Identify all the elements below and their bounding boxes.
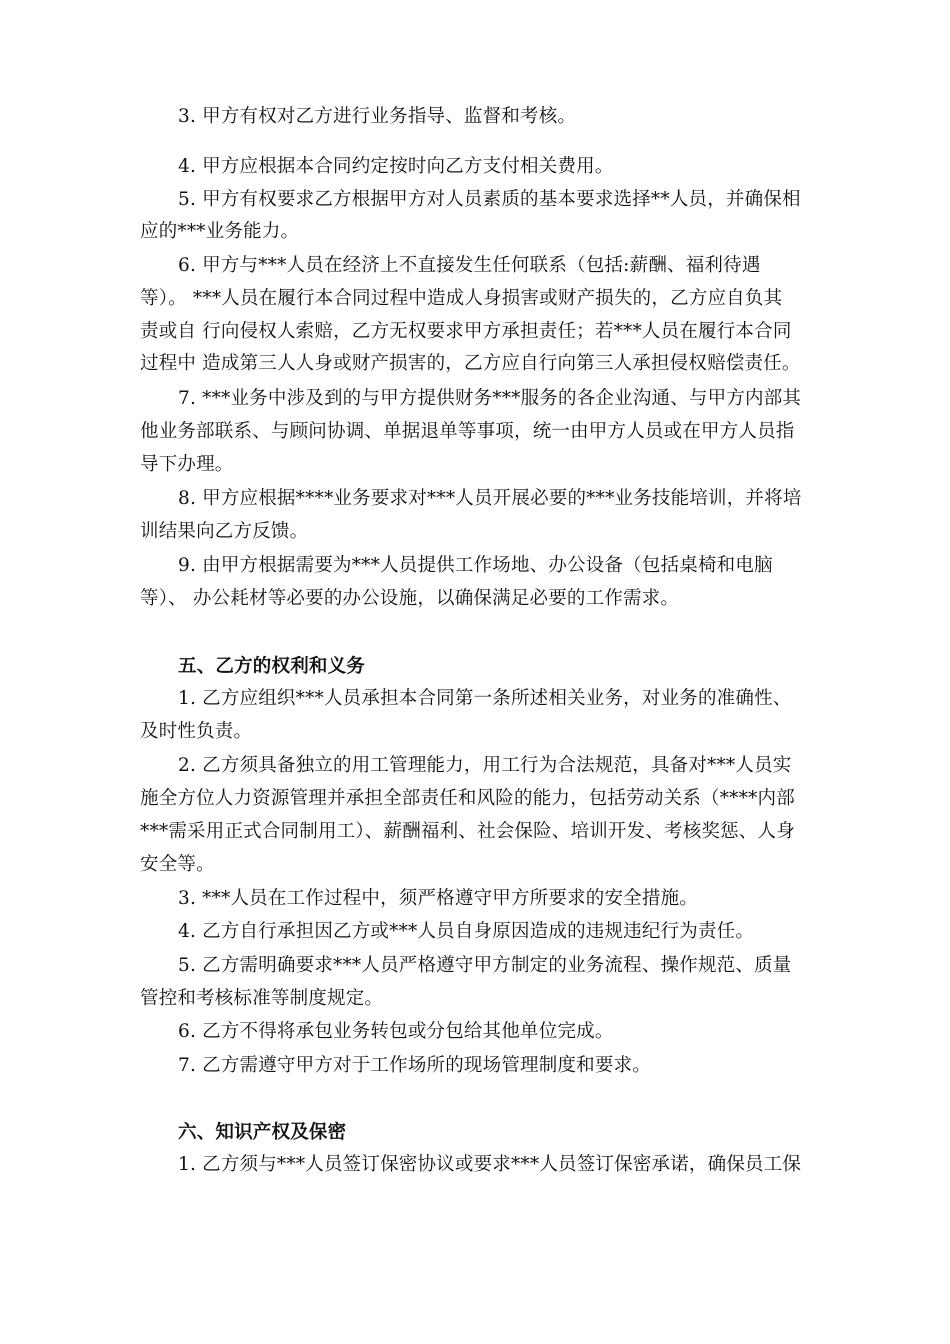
clause-a9-line2: 等）、 办公耗材等必要的办公设施，以确保满足必要的工作需求。 xyxy=(140,588,680,609)
clause-b4: 4. 乙方自行承担因乙方或***人员自身原因造成的违规违纪行为责任。 xyxy=(178,921,755,942)
clause-b6: 6. 乙方不得将承包业务转包或分包给其他单位完成。 xyxy=(178,1021,614,1042)
clause-b5-line1: 5. 乙方需明确要求***人员严格遵守甲方制定的业务流程、操作规范、质量 xyxy=(178,955,792,976)
clause-b1-line2: 及时性负责。 xyxy=(140,721,253,742)
clause-a3: 3. 甲方有权对乙方进行业务指导、监督和考核。 xyxy=(178,106,577,127)
clause-b7: 7. 乙方需遵守甲方对于工作场所的现场管理制度和要求。 xyxy=(178,1055,651,1076)
clause-a5-line1: 5. 甲方有权要求乙方根据甲方对人员素质的基本要求选择**人员，并确保相 xyxy=(178,189,801,210)
clause-a9-line1: 9. 由甲方根据需要为***人员提供工作场地、办公设备（包括桌椅和电脑 xyxy=(178,555,773,576)
clause-a6-line2: 等）。 ***人员在履行本合同过程中造成人身损害或财产损失的，乙方应自负其 xyxy=(140,288,783,309)
clause-a7-line3: 导下办理。 xyxy=(140,454,234,475)
clause-a6-line4: 过程中 造成第三人人身或财产损害的，乙方应自行向第三人承担侵权赔偿责任。 xyxy=(140,353,801,374)
clause-c1-line1: 1. 乙方须与***人员签订保密协议或要求***人员签订保密承诺，确保员工保 xyxy=(178,1154,802,1175)
clause-b3: 3. ***人员在工作过程中，须严格遵守甲方所要求的安全措施。 xyxy=(178,888,698,909)
clause-b2-line4: 安全等。 xyxy=(140,854,215,875)
clause-a8-line1: 8. 甲方应根据****业务要求对***人员开展必要的***业务技能培训，并将培 xyxy=(178,488,802,509)
clause-a4: 4. 甲方应根据本合同约定按时向乙方支付相关费用。 xyxy=(178,156,614,177)
clause-a6-line1: 6. 甲方与***人员在经济上不直接发生任何联系（包括:薪酬、福利待遇 xyxy=(178,255,761,276)
clause-a7-line2: 他业务部联系、与顾问协调、单据退单等事项，统一由甲方人员或在甲方人员指 xyxy=(140,421,795,442)
clause-b2-line2: 施全方位人力资源管理并承担全部责任和风险的能力，包括劳动关系（****内部 xyxy=(140,788,795,809)
clause-a7-line1: 7. ***业务中涉及到的与甲方提供财务***服务的各企业沟通、与甲方内部其 xyxy=(178,388,802,409)
clause-a8-line2: 训结果向乙方反馈。 xyxy=(140,521,309,542)
section-five-heading: 五、乙方的权利和义务 xyxy=(178,656,366,677)
clause-b1-line1: 1. 乙方应组织***人员承担本合同第一条所述相关业务，对业务的准确性、 xyxy=(178,688,792,709)
clause-b2-line1: 2. 乙方须具备独立的用工管理能力，用工行为合法规范，具备对***人员实 xyxy=(178,755,792,776)
section-six-heading: 六、知识产权及保密 xyxy=(178,1122,347,1143)
clause-a6-line3: 责或自 行向侵权人索赔，乙方无权要求甲方承担责任；若***人员在履行本合同 xyxy=(140,321,792,342)
clause-a5-line2: 应的***业务能力。 xyxy=(140,221,300,242)
clause-b5-line2: 管控和考核标准等制度规定。 xyxy=(140,988,384,1009)
clause-b2-line3: ***需采用正式合同制用工）、薪酬福利、社会保险、培训开发、考核奖惩、人身 xyxy=(140,821,795,842)
